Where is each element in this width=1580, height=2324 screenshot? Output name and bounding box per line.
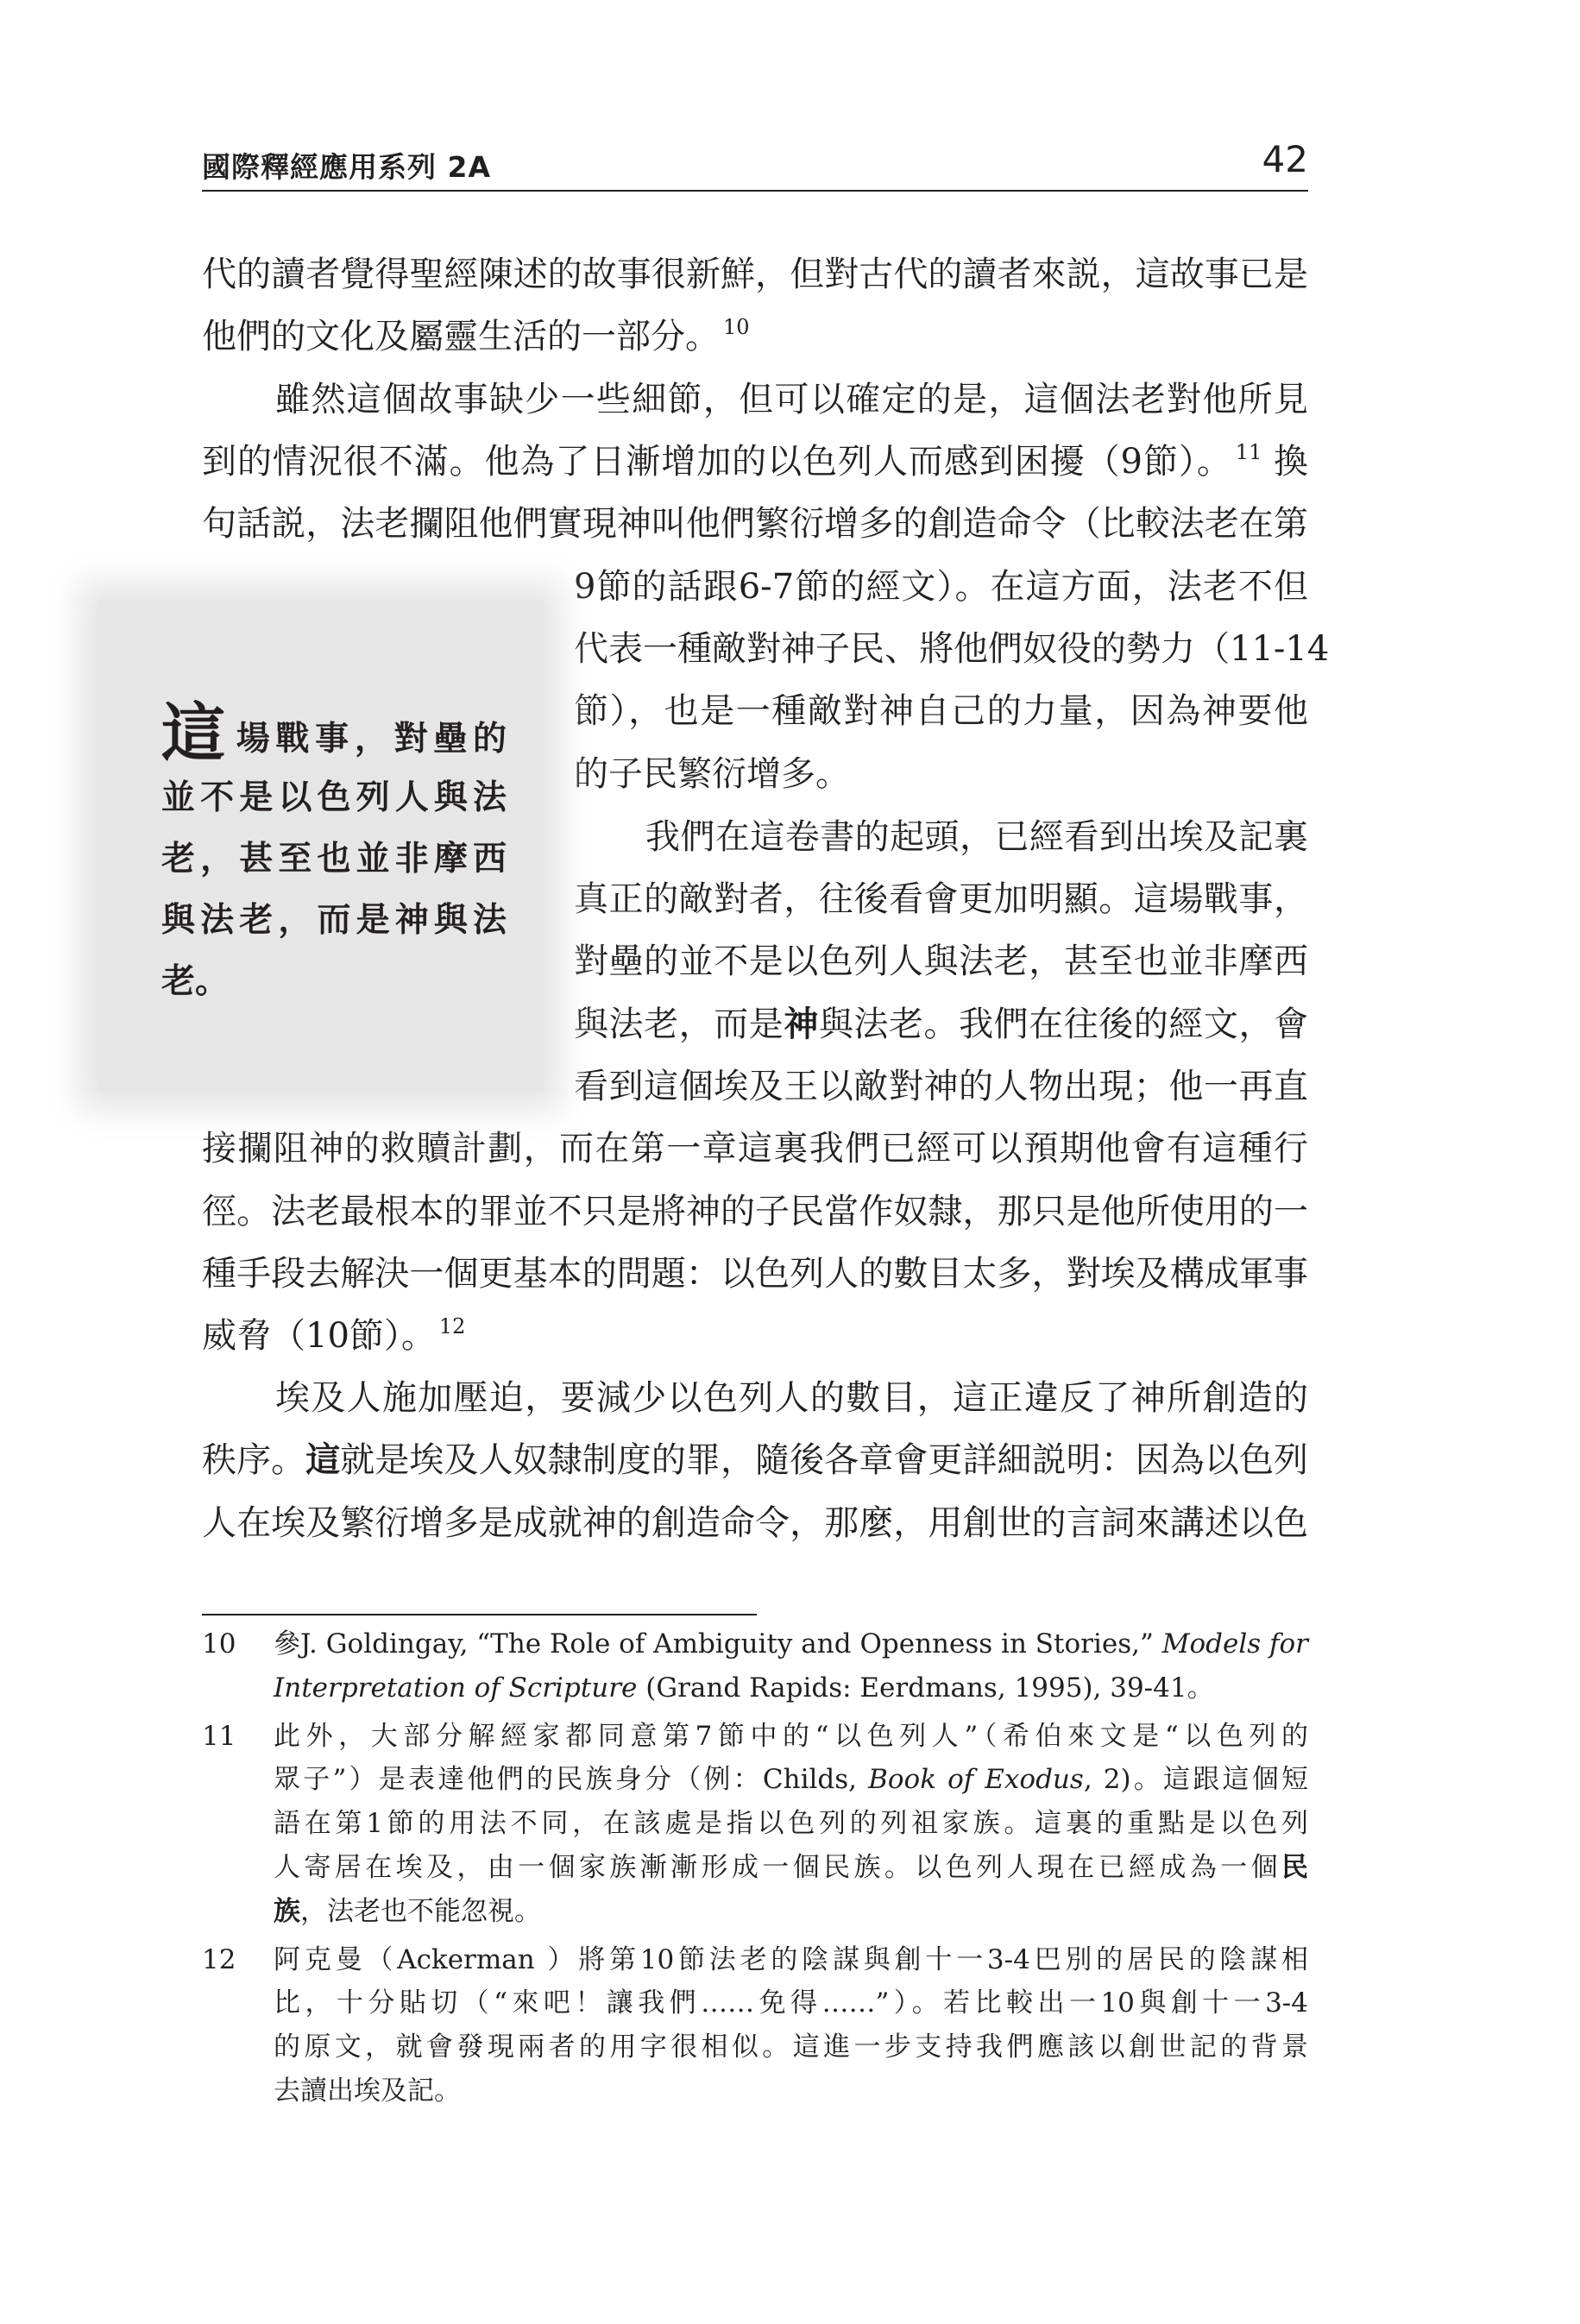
footnote-11-line-2-c: , 2)。這跟這個短: [1083, 1764, 1308, 1795]
footnote-11-line-1: 此外，大部分解經家都同意第7節中的“以色列人”（希伯來文是“以色列的: [274, 1721, 1308, 1752]
footnote-10-book-title-b: Interpretation of Scripture: [274, 1672, 638, 1704]
pull-quote-line-1-text: 場戰事，對壘的: [236, 720, 507, 759]
pull-quote-line-5: 老。: [161, 962, 230, 1001]
body-line-15: 接攔阻神的救贖計劃，而在第一章這裏我們已經可以預期他會有這種行: [202, 1129, 1308, 1168]
body-line-17: 種手段去解決一個更基本的問題：以色列人的數目太多，對埃及構成軍事: [202, 1254, 1308, 1294]
emphasis-this: 這: [305, 1439, 341, 1480]
body-line-7: 代表一種敵對神子民、將他們奴役的勢力（11-14: [574, 629, 1330, 669]
body-line-20: [202, 1439, 1309, 1480]
body-line-9: 的子民繁衍增多。: [574, 754, 850, 794]
footnote-11-line-4: [274, 1852, 1308, 1883]
footnote-11-book-title: Book of Exodus: [868, 1764, 1084, 1795]
body-line-18-text: 威脅（10節）。: [202, 1316, 436, 1356]
body-line-6: 9節的話跟6-7節的經文）。在這方面，法老不但: [574, 567, 1308, 607]
body-line-4-text: 到的情況很不滿。他為了日漸增加的以色列人而感到困擾（9節）。: [202, 442, 1232, 482]
body-line-20-c: 就是埃及人奴隸制度的罪，隨後各章會更詳細説明：因為以色列: [340, 1440, 1309, 1480]
body-line-2: [202, 315, 1308, 356]
body-line-3: 雖然這個故事缺少一些細節，但可以確定的是，這個法老對他所見: [275, 380, 1308, 419]
footnote-12-line-3: 的原文，就會發現兩者的用字很相似。這進一步支持我們應該以創世記的背景: [274, 2031, 1308, 2063]
body-line-13: [574, 1004, 1309, 1044]
footnote-11-line-4-a: 人寄居在埃及，由一個家族漸漸形成一個民族。以色列人現在已經成為一個: [274, 1852, 1281, 1883]
emphasis-nation-a: 民: [1281, 1852, 1308, 1883]
body-line-13-c: 與法老。我們在往後的經文，會: [818, 1005, 1309, 1044]
pull-quote-line-4: 與法老，而是神與法: [161, 901, 507, 940]
body-line-4: [202, 440, 1309, 482]
emphasis-god: 神: [784, 1004, 819, 1044]
emphasis-nation-b: 族: [274, 1896, 300, 1927]
body-line-1: 代的讀者覺得聖經陳述的故事很新鮮，但對古代的讀者來説，這故事已是: [202, 255, 1308, 294]
footnote-10-number: 10: [202, 1628, 236, 1660]
body-line-21: 人在埃及繁衍增多是成就神的創造命令，那麼，用創世的言詞來講述以色: [202, 1503, 1308, 1543]
body-line-14: 看到這個埃及王以敵對神的人物出現；他一再直: [574, 1067, 1308, 1106]
pull-quote-line-1: [161, 696, 507, 771]
footnote-11-line-5-b: ，法老也不能忽視。: [300, 1896, 541, 1927]
body-line-19: 埃及人施加壓迫，要減少以色列人的數目，這正違反了神所創造的: [275, 1378, 1308, 1418]
footnote-ref-12: 12: [438, 1314, 466, 1338]
body-line-4-tail: 換: [1262, 442, 1309, 482]
footnote-ref-10: 10: [723, 315, 750, 339]
footnote-10-citation: 參J. Goldingay, “The Role of Ambiguity and Openness in Stories,”: [274, 1628, 1162, 1660]
pull-quote-line-3: 老，甚至也並非摩西: [161, 840, 507, 879]
footnote-12-line-2: 比，十分貼切（“來吧！讓我們……免得……”）。若比較出一10與創十一3-4: [274, 1987, 1308, 2019]
body-line-20-a: 秩序。: [202, 1440, 306, 1480]
body-line-13-a: 與法老，而是: [574, 1005, 784, 1044]
footnote-11-line-3: 語在第1節的用法不同，在該處是指以色列的列祖家族。這裏的重點是以色列: [274, 1808, 1308, 1839]
footnote-11-line-2: [274, 1764, 1308, 1795]
footnote-ref-11: 11: [1235, 440, 1262, 464]
footnote-12-number: 12: [202, 1944, 236, 1975]
page-number: 42: [1262, 138, 1308, 180]
running-header: [202, 138, 1308, 192]
footnote-11-number: 11: [202, 1721, 236, 1752]
body-line-8: 節），也是一種敵對神自己的力量，因為神要他: [574, 691, 1308, 731]
drop-cap: 這: [161, 696, 231, 771]
pull-quote: [97, 600, 544, 1092]
footnote-10-line-1: [274, 1628, 1309, 1660]
body-line-5: 句話説，法老攔阻他們實現神叫他們繁衍增多的創造命令（比較法老在第: [202, 504, 1308, 544]
pull-quote-line-2: 並不是以色列人與法: [161, 778, 507, 817]
body-line-18: [202, 1314, 1308, 1356]
footnote-11-line-5: [274, 1896, 1308, 1927]
footnote-12-line-4: 去讀出埃及記。: [274, 2075, 461, 2107]
footnote-12-line-1: 阿克曼（Ackerman ）將第10節法老的陰謀與創十一3-4巴別的居民的陰謀相: [274, 1944, 1308, 1975]
body-line-10: 我們在這卷書的起頭，已經看到出埃及記裏: [645, 817, 1308, 857]
footnote-10-book-title-a: Models for: [1161, 1628, 1309, 1660]
footnote-11-line-2-a: 眾子”）是表達他們的民族身分（例：Childs,: [274, 1764, 869, 1795]
footnote-10-line-2: [274, 1672, 1308, 1704]
body-line-12: 對壘的並不是以色列人與法老，甚至也並非摩西: [574, 942, 1308, 981]
body-line-2-text: 他們的文化及屬靈生活的一部分。: [202, 317, 720, 356]
footnote-divider: [202, 1614, 757, 1615]
footnote-10-publisher: (Grand Rapids: Eerdmans, 1995), 39-41。: [637, 1672, 1214, 1704]
body-line-16: 徑。法老最根本的罪並不只是將神的子民當作奴隸，那只是他所使用的一: [202, 1192, 1308, 1231]
running-title: 國際釋經應用系列 2A: [202, 150, 491, 184]
body-line-11: 真正的敵對者，往後看會更加明顯。這場戰事，: [574, 879, 1308, 919]
